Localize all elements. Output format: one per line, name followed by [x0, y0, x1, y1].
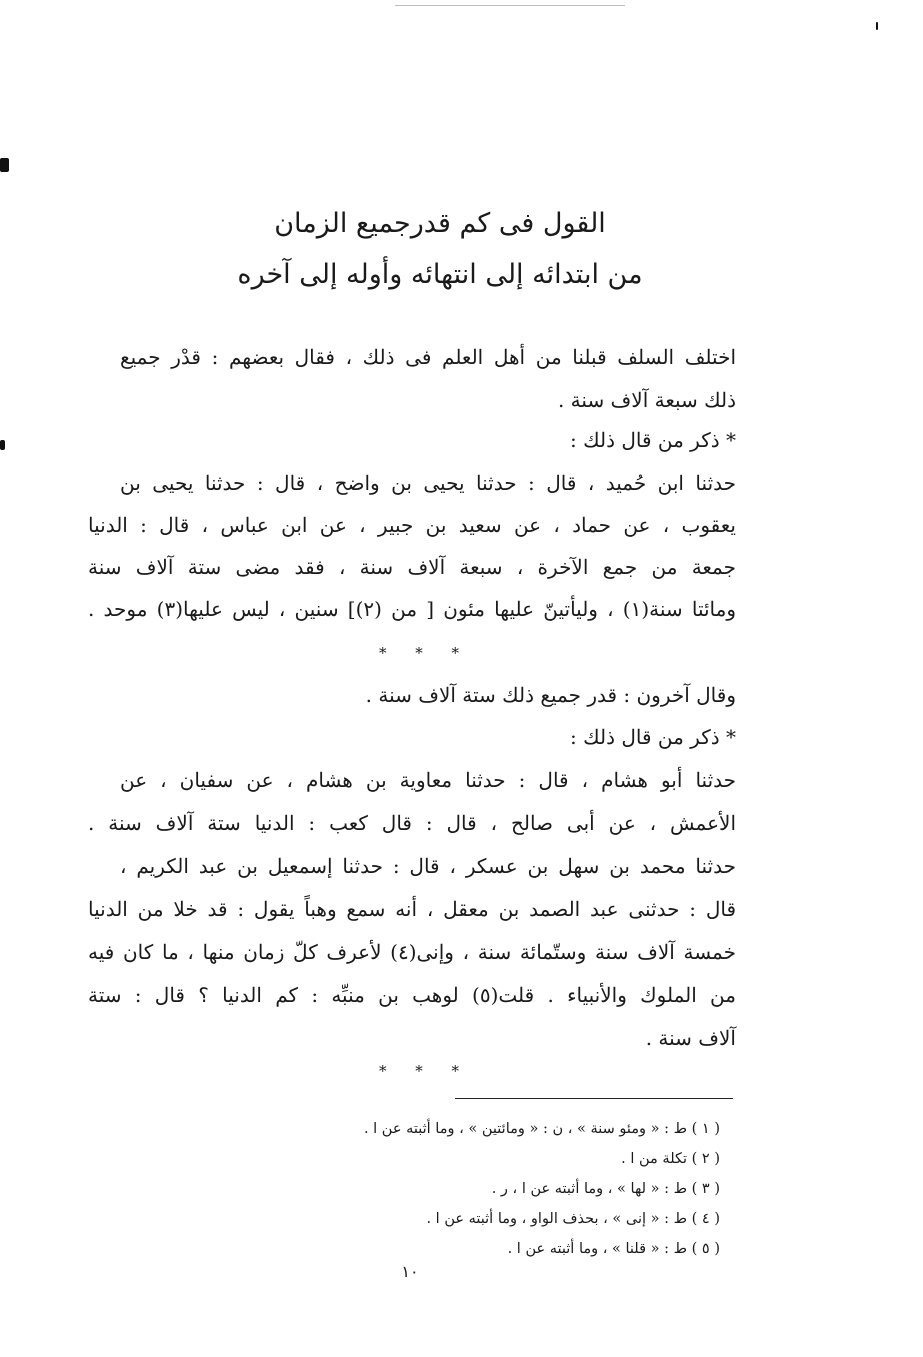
chapter-title-line-2: من ابتدائه إلى انتهائه وأوله إلى آخره: [237, 259, 643, 290]
footnote: ( ٢ ) تكلة من ا .: [621, 1151, 720, 1167]
section-subheading: * ذكر من قال ذلك :: [570, 428, 736, 452]
text-line: حدثنا أبو هشام ، قال : حدثنا معاوية بن هشام ، عن سفيان ، عن: [120, 768, 736, 792]
text-line: جمعة من جمع الآخرة ، سبعة آلاف سنة ، فقد مضى ستة آلاف سنة: [88, 555, 736, 579]
top-rule: [395, 5, 625, 6]
footnote: ( ١ ) ط : « ومئو سنة » ، ن : « ومائتين » ، وما أثبته عن ا .: [363, 1121, 720, 1137]
section-separator: * * *: [378, 644, 472, 662]
chapter-title-line-1: القول فى كم قدرجميع الزمان: [274, 208, 606, 239]
text-line: من الملوك والأنبياء . قلت(٥) لوهب بن منبِّه : كم الدنيا ؟ قال : ستة: [88, 983, 736, 1007]
footnote: ( ٣ ) ط : « لها » ، وما أثبته عن ا ، ر .: [491, 1181, 720, 1197]
footnote: ( ٥ ) ط : « قلنا » ، وما أثبته عن ا .: [507, 1241, 720, 1257]
footnote-rule: [455, 1098, 733, 1099]
section-subheading: * ذكر من قال ذلك :: [570, 725, 736, 749]
text-line: اختلف السلف قبلنا من أهل العلم فى ذلك ، فقال بعضهم : قدْر جميع: [120, 345, 736, 369]
footnote: ( ٤ ) ط : « إنى » ، بحذف الواو ، وما أثبته عن ا .: [426, 1211, 720, 1227]
text-line: وقال آخرون : قدر جميع ذلك ستة آلاف سنة .: [365, 683, 736, 707]
text-line: حدثنا محمد بن سهل بن عسكر ، قال : حدثنا إسمعيل بن عبد الكريم ،: [120, 854, 736, 878]
text-line: الأعمش ، عن أبى صالح ، قال : قال كعب : الدنيا ستة آلاف سنة .: [88, 811, 736, 835]
margin-ink-mark: [0, 158, 9, 172]
text-line: ذلك سبعة آلاف سنة .: [557, 388, 736, 412]
text-line: آلاف سنة .: [645, 1026, 736, 1050]
footnotes: [260, 1114, 720, 1264]
text-line: خمسة آلاف سنة وستّمائة سنة ، وإنى(٤) لأعرف كلّ زمان منها ، ما كان فيه: [88, 940, 736, 964]
section-separator: * * *: [378, 1062, 472, 1080]
page-number: ١٠: [401, 1262, 419, 1281]
text-line: ومائتا سنة(١) ، وليأتينّ عليها مئون [ من (٢)] سنين ، ليس عليها(٣) موحد .: [88, 597, 737, 621]
corner-ink-mark: [876, 22, 878, 30]
margin-ink-mark: [0, 440, 5, 450]
text-line: قال : حدثنى عبد الصمد بن معقل ، أنه سمع وهباً يقول : قد خلا من الدنيا: [88, 897, 736, 921]
text-line: يعقوب ، عن حماد ، عن سعيد بن جبير ، عن ابن عباس ، قال : الدنيا: [88, 513, 736, 537]
text-line: حدثنا ابن حُميد ، قال : حدثنا يحيى بن واضح ، قال : حدثنا يحيى بن: [120, 471, 736, 495]
